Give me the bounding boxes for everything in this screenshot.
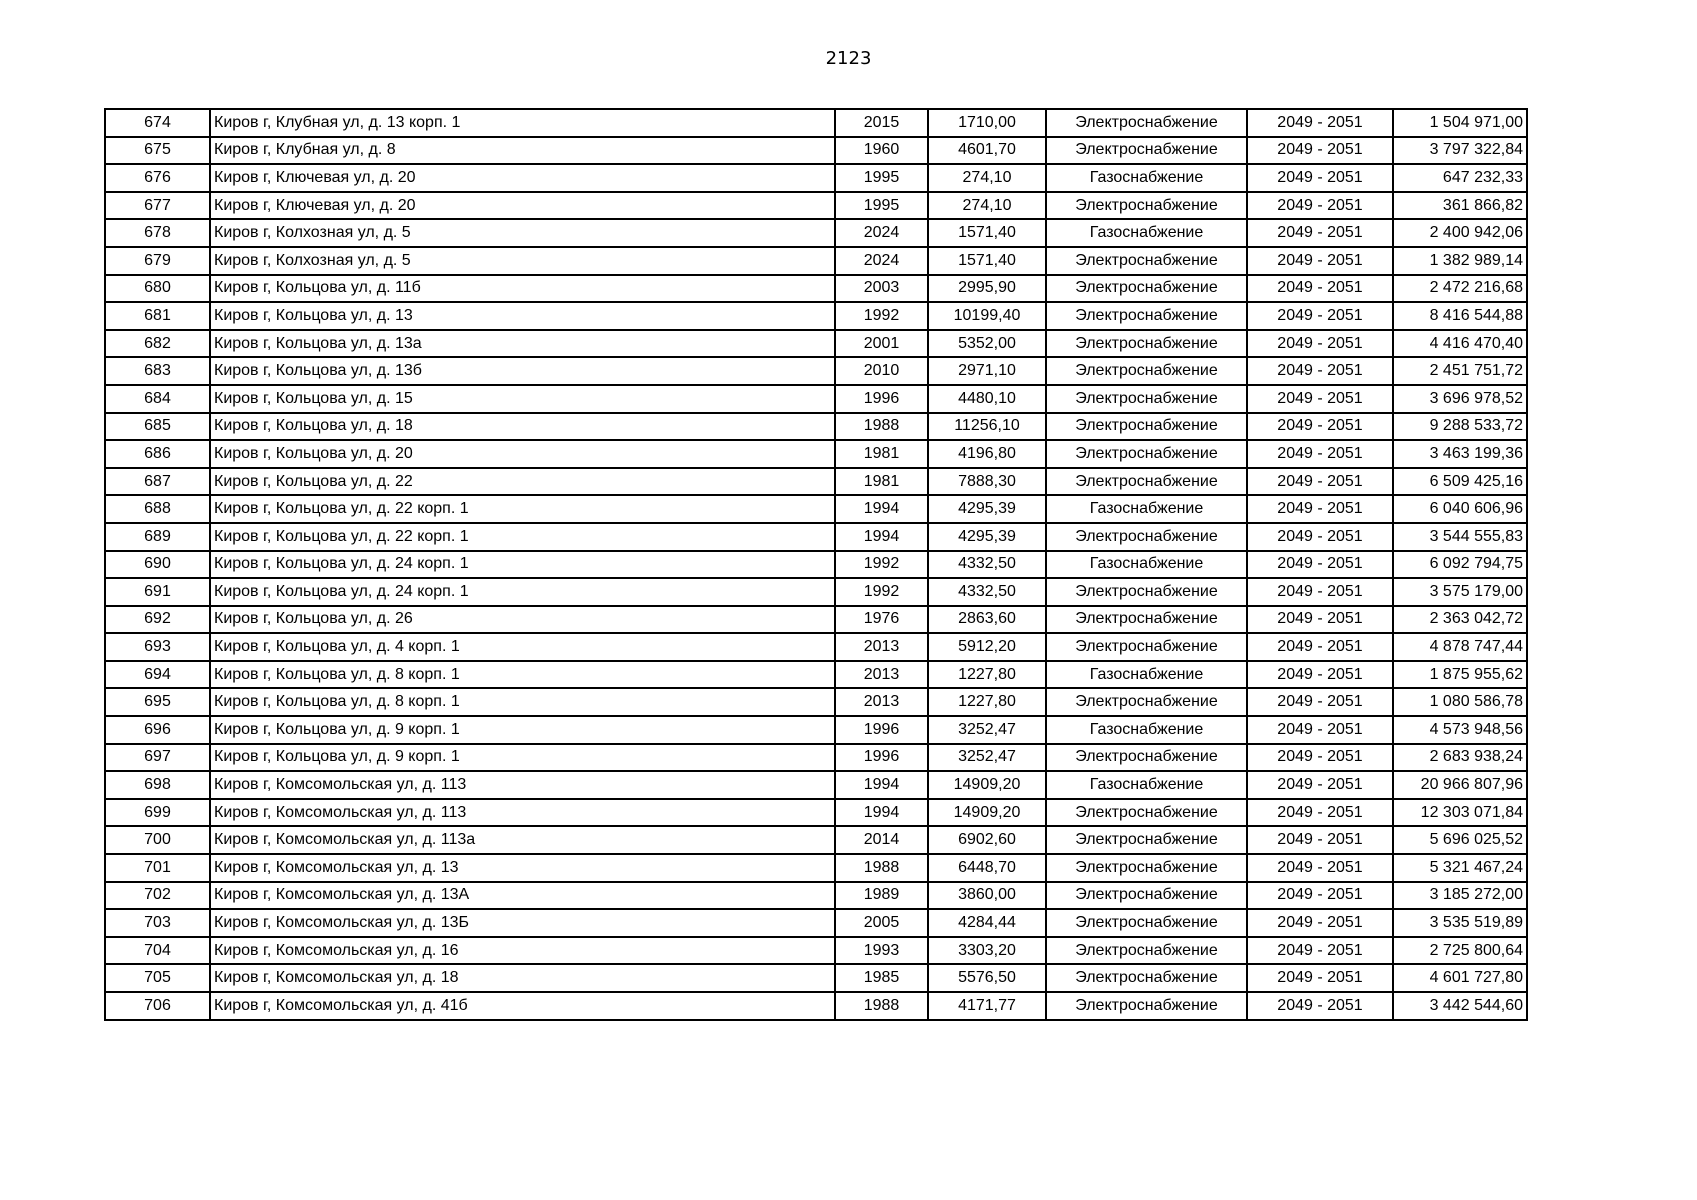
area-cell: 6448,70	[928, 854, 1046, 882]
area-cell: 4295,39	[928, 495, 1046, 523]
cost-cell: 9 288 533,72	[1393, 413, 1527, 441]
table-row	[105, 164, 1527, 192]
cost-cell: 4 573 948,56	[1393, 716, 1527, 744]
row-number: 691	[105, 578, 210, 606]
address-cell: Киров г, Комсомольская ул, д. 113а	[210, 826, 835, 854]
build-year-cell: 2015	[835, 109, 928, 137]
row-number: 679	[105, 247, 210, 275]
table-row	[105, 964, 1527, 992]
cost-cell: 5 696 025,52	[1393, 826, 1527, 854]
area-cell: 4480,10	[928, 385, 1046, 413]
area-cell: 4332,50	[928, 551, 1046, 579]
service-type-cell: Электроснабжение	[1046, 578, 1247, 606]
cost-cell: 3 535 519,89	[1393, 909, 1527, 937]
address-cell: Киров г, Клубная ул, д. 8	[210, 137, 835, 165]
address-cell: Киров г, Колхозная ул, д. 5	[210, 219, 835, 247]
service-type-cell: Газоснабжение	[1046, 495, 1247, 523]
service-type-cell: Газоснабжение	[1046, 164, 1247, 192]
row-number: 694	[105, 661, 210, 689]
cost-cell: 12 303 071,84	[1393, 799, 1527, 827]
address-cell: Киров г, Кольцова ул, д. 8 корп. 1	[210, 688, 835, 716]
row-number: 696	[105, 716, 210, 744]
build-year-cell: 2024	[835, 247, 928, 275]
address-cell: Киров г, Кольцова ул, д. 11б	[210, 275, 835, 303]
cost-cell: 1 382 989,14	[1393, 247, 1527, 275]
table-row	[105, 440, 1527, 468]
address-cell: Киров г, Комсомольская ул, д. 18	[210, 964, 835, 992]
service-type-cell: Электроснабжение	[1046, 909, 1247, 937]
address-cell: Киров г, Кольцова ул, д. 9 корп. 1	[210, 744, 835, 772]
area-cell: 3252,47	[928, 716, 1046, 744]
build-year-cell: 1994	[835, 799, 928, 827]
area-cell: 4295,39	[928, 523, 1046, 551]
address-cell: Киров г, Кольцова ул, д. 22	[210, 468, 835, 496]
table-row	[105, 302, 1527, 330]
row-number: 700	[105, 826, 210, 854]
period-cell: 2049 - 2051	[1247, 661, 1393, 689]
table-row	[105, 137, 1527, 165]
address-cell: Киров г, Кольцова ул, д. 13б	[210, 357, 835, 385]
period-cell: 2049 - 2051	[1247, 219, 1393, 247]
table-row	[105, 357, 1527, 385]
service-type-cell: Электроснабжение	[1046, 440, 1247, 468]
period-cell: 2049 - 2051	[1247, 551, 1393, 579]
area-cell: 7888,30	[928, 468, 1046, 496]
cost-cell: 2 451 751,72	[1393, 357, 1527, 385]
address-cell: Киров г, Кольцова ул, д. 18	[210, 413, 835, 441]
table-row	[105, 606, 1527, 634]
build-year-cell: 1996	[835, 744, 928, 772]
build-year-cell: 2005	[835, 909, 928, 937]
period-cell: 2049 - 2051	[1247, 440, 1393, 468]
address-cell: Киров г, Клубная ул, д. 13 корп. 1	[210, 109, 835, 137]
area-cell: 3303,20	[928, 937, 1046, 965]
service-type-cell: Газоснабжение	[1046, 219, 1247, 247]
cost-cell: 361 866,82	[1393, 192, 1527, 220]
address-cell: Киров г, Ключевая ул, д. 20	[210, 164, 835, 192]
cost-cell: 3 696 978,52	[1393, 385, 1527, 413]
address-cell: Киров г, Ключевая ул, д. 20	[210, 192, 835, 220]
table-row	[105, 882, 1527, 910]
period-cell: 2049 - 2051	[1247, 468, 1393, 496]
period-cell: 2049 - 2051	[1247, 413, 1393, 441]
period-cell: 2049 - 2051	[1247, 716, 1393, 744]
table-row	[105, 247, 1527, 275]
area-cell: 4332,50	[928, 578, 1046, 606]
row-number: 684	[105, 385, 210, 413]
service-type-cell: Электроснабжение	[1046, 964, 1247, 992]
row-number: 687	[105, 468, 210, 496]
area-cell: 2971,10	[928, 357, 1046, 385]
area-cell: 3860,00	[928, 882, 1046, 910]
cost-cell: 3 544 555,83	[1393, 523, 1527, 551]
row-number: 702	[105, 882, 210, 910]
cost-cell: 647 232,33	[1393, 164, 1527, 192]
address-cell: Киров г, Комсомольская ул, д. 13Б	[210, 909, 835, 937]
build-year-cell: 1996	[835, 716, 928, 744]
cost-cell: 4 416 470,40	[1393, 330, 1527, 358]
area-cell: 4171,77	[928, 992, 1046, 1020]
row-number: 677	[105, 192, 210, 220]
table-row	[105, 826, 1527, 854]
table-row	[105, 716, 1527, 744]
address-cell: Киров г, Комсомольская ул, д. 113	[210, 771, 835, 799]
period-cell: 2049 - 2051	[1247, 606, 1393, 634]
service-type-cell: Электроснабжение	[1046, 744, 1247, 772]
period-cell: 2049 - 2051	[1247, 578, 1393, 606]
address-cell: Киров г, Кольцова ул, д. 26	[210, 606, 835, 634]
address-cell: Киров г, Кольцова ул, д. 22 корп. 1	[210, 495, 835, 523]
row-number: 689	[105, 523, 210, 551]
cost-cell: 2 725 800,64	[1393, 937, 1527, 965]
period-cell: 2049 - 2051	[1247, 854, 1393, 882]
table-row	[105, 688, 1527, 716]
cost-cell: 8 416 544,88	[1393, 302, 1527, 330]
address-cell: Киров г, Кольцова ул, д. 8 корп. 1	[210, 661, 835, 689]
row-number: 703	[105, 909, 210, 937]
build-year-cell: 1960	[835, 137, 928, 165]
build-year-cell: 1981	[835, 468, 928, 496]
cost-cell: 6 092 794,75	[1393, 551, 1527, 579]
table-row	[105, 992, 1527, 1020]
cost-cell: 6 509 425,16	[1393, 468, 1527, 496]
address-cell: Киров г, Кольцова ул, д. 20	[210, 440, 835, 468]
table-row	[105, 219, 1527, 247]
table-row	[105, 413, 1527, 441]
service-type-cell: Электроснабжение	[1046, 385, 1247, 413]
period-cell: 2049 - 2051	[1247, 192, 1393, 220]
row-number: 681	[105, 302, 210, 330]
area-cell: 3252,47	[928, 744, 1046, 772]
build-year-cell: 1996	[835, 385, 928, 413]
service-type-cell: Электроснабжение	[1046, 468, 1247, 496]
cost-cell: 2 363 042,72	[1393, 606, 1527, 634]
build-year-cell: 2013	[835, 633, 928, 661]
row-number: 698	[105, 771, 210, 799]
table-row	[105, 495, 1527, 523]
area-cell: 2863,60	[928, 606, 1046, 634]
cost-cell: 2 472 216,68	[1393, 275, 1527, 303]
period-cell: 2049 - 2051	[1247, 964, 1393, 992]
cost-cell: 1 875 955,62	[1393, 661, 1527, 689]
period-cell: 2049 - 2051	[1247, 164, 1393, 192]
service-type-cell: Газоснабжение	[1046, 716, 1247, 744]
table-row	[105, 523, 1527, 551]
row-number: 690	[105, 551, 210, 579]
service-type-cell: Электроснабжение	[1046, 330, 1247, 358]
area-cell: 5576,50	[928, 964, 1046, 992]
row-number: 692	[105, 606, 210, 634]
area-cell: 6902,60	[928, 826, 1046, 854]
row-number: 683	[105, 357, 210, 385]
service-type-cell: Газоснабжение	[1046, 551, 1247, 579]
service-type-cell: Электроснабжение	[1046, 992, 1247, 1020]
cost-cell: 3 185 272,00	[1393, 882, 1527, 910]
service-type-cell: Электроснабжение	[1046, 882, 1247, 910]
row-number: 693	[105, 633, 210, 661]
service-type-cell: Электроснабжение	[1046, 633, 1247, 661]
service-type-cell: Электроснабжение	[1046, 413, 1247, 441]
area-cell: 274,10	[928, 164, 1046, 192]
cost-cell: 4 601 727,80	[1393, 964, 1527, 992]
area-cell: 14909,20	[928, 799, 1046, 827]
area-cell: 10199,40	[928, 302, 1046, 330]
row-number: 695	[105, 688, 210, 716]
period-cell: 2049 - 2051	[1247, 275, 1393, 303]
address-cell: Киров г, Комсомольская ул, д. 113	[210, 799, 835, 827]
address-cell: Киров г, Комсомольская ул, д. 16	[210, 937, 835, 965]
service-type-cell: Электроснабжение	[1046, 192, 1247, 220]
row-number: 675	[105, 137, 210, 165]
address-cell: Киров г, Кольцова ул, д. 24 корп. 1	[210, 551, 835, 579]
cost-cell: 5 321 467,24	[1393, 854, 1527, 882]
row-number: 686	[105, 440, 210, 468]
build-year-cell: 1992	[835, 578, 928, 606]
address-cell: Киров г, Кольцова ул, д. 22 корп. 1	[210, 523, 835, 551]
build-year-cell: 2001	[835, 330, 928, 358]
cost-cell: 2 683 938,24	[1393, 744, 1527, 772]
row-number: 676	[105, 164, 210, 192]
cost-cell: 1 080 586,78	[1393, 688, 1527, 716]
row-number: 697	[105, 744, 210, 772]
cost-cell: 3 575 179,00	[1393, 578, 1527, 606]
area-cell: 4196,80	[928, 440, 1046, 468]
row-number: 701	[105, 854, 210, 882]
build-year-cell: 1976	[835, 606, 928, 634]
build-year-cell: 1988	[835, 992, 928, 1020]
row-number: 674	[105, 109, 210, 137]
table-row	[105, 771, 1527, 799]
table-row	[105, 275, 1527, 303]
period-cell: 2049 - 2051	[1247, 330, 1393, 358]
table-row	[105, 578, 1527, 606]
cost-cell: 6 040 606,96	[1393, 495, 1527, 523]
service-type-cell: Электроснабжение	[1046, 109, 1247, 137]
period-cell: 2049 - 2051	[1247, 357, 1393, 385]
address-cell: Киров г, Комсомольская ул, д. 13	[210, 854, 835, 882]
address-cell: Киров г, Колхозная ул, д. 5	[210, 247, 835, 275]
area-cell: 274,10	[928, 192, 1046, 220]
service-type-cell: Электроснабжение	[1046, 854, 1247, 882]
area-cell: 5352,00	[928, 330, 1046, 358]
build-year-cell: 1988	[835, 854, 928, 882]
address-cell: Киров г, Кольцова ул, д. 9 корп. 1	[210, 716, 835, 744]
period-cell: 2049 - 2051	[1247, 302, 1393, 330]
cost-cell: 3 797 322,84	[1393, 137, 1527, 165]
build-year-cell: 1981	[835, 440, 928, 468]
table-row	[105, 109, 1527, 137]
service-type-cell: Электроснабжение	[1046, 275, 1247, 303]
build-year-cell: 2010	[835, 357, 928, 385]
build-year-cell: 1994	[835, 523, 928, 551]
period-cell: 2049 - 2051	[1247, 688, 1393, 716]
row-number: 705	[105, 964, 210, 992]
building-registry-table	[104, 108, 1528, 1021]
period-cell: 2049 - 2051	[1247, 937, 1393, 965]
area-cell: 1227,80	[928, 688, 1046, 716]
table-row	[105, 551, 1527, 579]
service-type-cell: Электроснабжение	[1046, 688, 1247, 716]
area-cell: 2995,90	[928, 275, 1046, 303]
table-row	[105, 799, 1527, 827]
table-row	[105, 854, 1527, 882]
period-cell: 2049 - 2051	[1247, 992, 1393, 1020]
area-cell: 1571,40	[928, 247, 1046, 275]
area-cell: 1710,00	[928, 109, 1046, 137]
build-year-cell: 2024	[835, 219, 928, 247]
cost-cell: 3 463 199,36	[1393, 440, 1527, 468]
area-cell: 4601,70	[928, 137, 1046, 165]
build-year-cell: 1988	[835, 413, 928, 441]
build-year-cell: 2013	[835, 661, 928, 689]
period-cell: 2049 - 2051	[1247, 109, 1393, 137]
row-number: 678	[105, 219, 210, 247]
table-row	[105, 385, 1527, 413]
build-year-cell: 1992	[835, 302, 928, 330]
address-cell: Киров г, Кольцова ул, д. 4 корп. 1	[210, 633, 835, 661]
address-cell: Киров г, Кольцова ул, д. 15	[210, 385, 835, 413]
table-row	[105, 330, 1527, 358]
address-cell: Киров г, Кольцова ул, д. 13	[210, 302, 835, 330]
table-row	[105, 661, 1527, 689]
service-type-cell: Газоснабжение	[1046, 661, 1247, 689]
build-year-cell: 1995	[835, 164, 928, 192]
build-year-cell: 1989	[835, 882, 928, 910]
table-row	[105, 744, 1527, 772]
address-cell: Киров г, Комсомольская ул, д. 41б	[210, 992, 835, 1020]
build-year-cell: 2014	[835, 826, 928, 854]
period-cell: 2049 - 2051	[1247, 771, 1393, 799]
row-number: 688	[105, 495, 210, 523]
area-cell: 14909,20	[928, 771, 1046, 799]
address-cell: Киров г, Кольцова ул, д. 13а	[210, 330, 835, 358]
table-row	[105, 468, 1527, 496]
period-cell: 2049 - 2051	[1247, 799, 1393, 827]
period-cell: 2049 - 2051	[1247, 523, 1393, 551]
period-cell: 2049 - 2051	[1247, 247, 1393, 275]
build-year-cell: 1993	[835, 937, 928, 965]
page-number: 2123	[825, 48, 872, 69]
cost-cell: 1 504 971,00	[1393, 109, 1527, 137]
service-type-cell: Электроснабжение	[1046, 826, 1247, 854]
row-number: 704	[105, 937, 210, 965]
address-cell: Киров г, Кольцова ул, д. 24 корп. 1	[210, 578, 835, 606]
build-year-cell: 1995	[835, 192, 928, 220]
period-cell: 2049 - 2051	[1247, 826, 1393, 854]
period-cell: 2049 - 2051	[1247, 385, 1393, 413]
build-year-cell: 2003	[835, 275, 928, 303]
cost-cell: 3 442 544,60	[1393, 992, 1527, 1020]
row-number: 706	[105, 992, 210, 1020]
row-number: 680	[105, 275, 210, 303]
service-type-cell: Электроснабжение	[1046, 523, 1247, 551]
service-type-cell: Электроснабжение	[1046, 357, 1247, 385]
area-cell: 5912,20	[928, 633, 1046, 661]
table-row	[105, 192, 1527, 220]
build-year-cell: 2013	[835, 688, 928, 716]
build-year-cell: 1994	[835, 495, 928, 523]
service-type-cell: Электроснабжение	[1046, 606, 1247, 634]
registry-body	[105, 109, 1527, 1020]
cost-cell: 20 966 807,96	[1393, 771, 1527, 799]
table-row	[105, 937, 1527, 965]
period-cell: 2049 - 2051	[1247, 495, 1393, 523]
area-cell: 4284,44	[928, 909, 1046, 937]
period-cell: 2049 - 2051	[1247, 633, 1393, 661]
period-cell: 2049 - 2051	[1247, 882, 1393, 910]
period-cell: 2049 - 2051	[1247, 137, 1393, 165]
service-type-cell: Электроснабжение	[1046, 937, 1247, 965]
service-type-cell: Газоснабжение	[1046, 771, 1247, 799]
service-type-cell: Электроснабжение	[1046, 302, 1247, 330]
row-number: 685	[105, 413, 210, 441]
address-cell: Киров г, Комсомольская ул, д. 13А	[210, 882, 835, 910]
period-cell: 2049 - 2051	[1247, 909, 1393, 937]
build-year-cell: 1994	[835, 771, 928, 799]
build-year-cell: 1992	[835, 551, 928, 579]
row-number: 699	[105, 799, 210, 827]
area-cell: 1571,40	[928, 219, 1046, 247]
area-cell: 1227,80	[928, 661, 1046, 689]
row-number: 682	[105, 330, 210, 358]
build-year-cell: 1985	[835, 964, 928, 992]
cost-cell: 4 878 747,44	[1393, 633, 1527, 661]
service-type-cell: Электроснабжение	[1046, 247, 1247, 275]
cost-cell: 2 400 942,06	[1393, 219, 1527, 247]
area-cell: 11256,10	[928, 413, 1046, 441]
service-type-cell: Электроснабжение	[1046, 799, 1247, 827]
table-row	[105, 909, 1527, 937]
service-type-cell: Электроснабжение	[1046, 137, 1247, 165]
period-cell: 2049 - 2051	[1247, 744, 1393, 772]
table-row	[105, 633, 1527, 661]
